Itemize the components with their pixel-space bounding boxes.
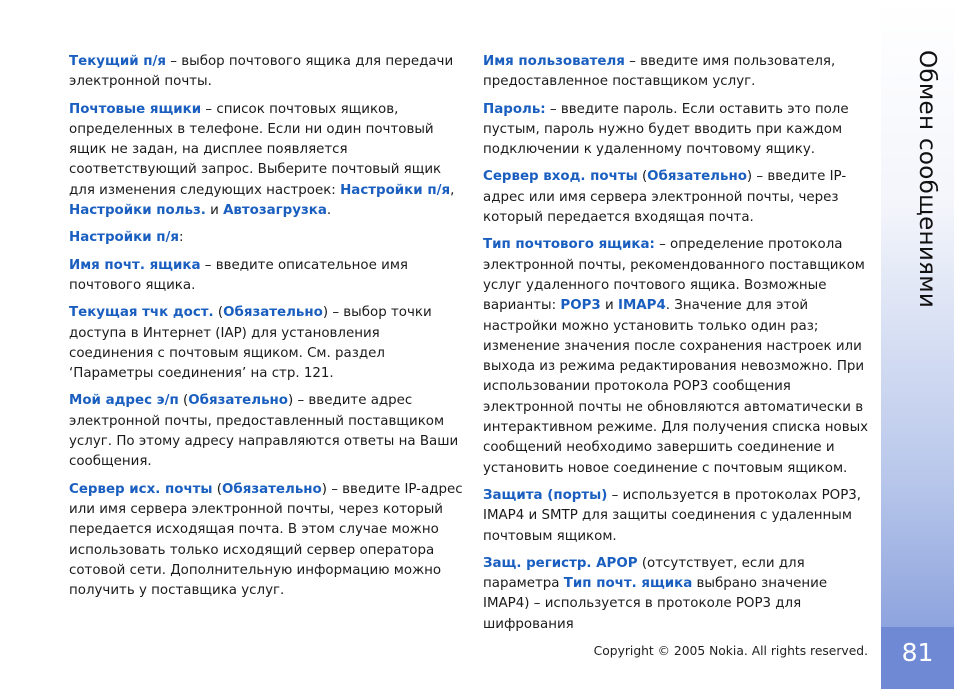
setting-name: Имя почт. ящика	[69, 257, 201, 273]
left-column	[69, 52, 464, 608]
paragraph-text: – используется в протоколах POP3, IMAP4 и SMTP для защиты соединения с удаленным почтовым ящиком.	[483, 487, 862, 544]
paragraph-text: ) – введите IP-адрес или имя сервера электронной почты, через который передается входящая почта.	[483, 169, 847, 226]
setting-name: Обязательно	[223, 305, 323, 321]
paragraph	[483, 52, 873, 93]
paragraph-text: .	[326, 203, 332, 219]
setting-name: Пароль:	[483, 101, 546, 117]
setting-name: Почтовые ящики	[69, 101, 202, 117]
paragraph-text: – введите описательное имя почтового ящика.	[69, 257, 408, 293]
paragraph-text: – список почтовых ящиков, определенных в телефоне. Если ни один почтовый ящик не задан, на дисплее появляется соответствующий запрос. Выберите почтовый ящик для изменения следующих настроек:	[69, 101, 442, 198]
paragraph-text: (отсутствует, если для параметра	[483, 555, 805, 592]
paragraph	[483, 486, 873, 547]
paragraph-text: – выбор почтового ящика для передачи электронной почты.	[69, 54, 454, 90]
paragraph-text: ,	[450, 182, 455, 198]
paragraph-text: (	[178, 393, 189, 409]
paragraph-text: и	[600, 298, 618, 314]
setting-name: Сервер исх. почты	[69, 481, 213, 497]
paragraph	[69, 391, 464, 472]
paragraph-text: – введите пароль. Если оставить это поле пустым, пароль нужно будет вводить при каждом подключении к удаленному почтовому ящику.	[483, 101, 849, 158]
setting-name: Автозагрузка	[223, 203, 327, 219]
paragraph-text: ) – введите IP-адрес или имя сервера электронной почты, через который передается исходящая почта. В этом случае можно использовать только исходящий сервер оператора сотовой сети. Дополнительную информацию можно получить у поставщика услуг.	[69, 481, 463, 599]
setting-name: Защита (порты)	[483, 487, 608, 503]
paragraph-text: – определение протокола электронной почты, рекомендованного поставщиком услуг удаленного почтового ящика. Возможные варианты:	[483, 237, 865, 314]
setting-name: Обязательно	[647, 169, 747, 185]
setting-name: Настройки п/я	[340, 182, 451, 198]
paragraph-text: (	[212, 481, 223, 497]
paragraph-text: выбрано значение IMAP4) – используется в протоколе POP3 для шифрования	[483, 576, 828, 632]
paragraph	[69, 303, 464, 384]
setting-name: Мой адрес э/п	[69, 393, 179, 409]
paragraph	[69, 52, 464, 93]
paragraph	[483, 167, 873, 228]
paragraph-text: ) – введите адрес электронной почты, предоставленный поставщиком услуг. По этому адресу направляются ответы на Ваши сообщения.	[69, 393, 459, 470]
paragraph-text: . Значение для этой настройки можно установить только один раз; изменение значения после сохранения настроек или выхода из режима редактирования невозможно. При использовании протокола POP3 сообщения электронной почты не обновляются автоматически в интерактивном режиме. Для получения списка новых сообщений необходимо завершить соединение и установить новое соединение с почтовым ящиком.	[483, 298, 869, 476]
setting-name: Сервер вход. почты	[483, 169, 638, 185]
right-column	[483, 52, 873, 642]
paragraph	[483, 235, 873, 479]
setting-name: Защ. регистр. APOP	[483, 555, 638, 571]
setting-name: POP3	[560, 298, 601, 314]
setting-name: Обязательно	[188, 393, 288, 409]
setting-name: Текущий п/я	[69, 54, 167, 69]
paragraph	[483, 100, 873, 161]
paragraph	[69, 256, 464, 297]
paragraph-text: ) – выбор точки доступа в Интернет (IAP) для установления соединения с почтовым ящиком. См. раздел ‘Параметры соединения’ на стр. 121.	[69, 305, 432, 382]
paragraph	[69, 480, 464, 602]
setting-name: Текущая тчк дост.	[69, 305, 214, 321]
setting-name: Имя пользователя	[483, 54, 625, 69]
paragraph-text: и	[205, 203, 224, 219]
paragraph-text: (	[637, 169, 648, 185]
paragraph-text: – введите имя пользователя, предоставленное поставщиком услуг.	[483, 54, 836, 90]
page-number: 81	[901, 638, 934, 667]
setting-name: IMAP4	[617, 298, 666, 314]
paragraph	[69, 100, 464, 222]
setting-name: Тип почт. ящика	[563, 576, 693, 592]
setting-name: Обязательно	[222, 481, 322, 497]
paragraph-text: :	[178, 230, 184, 246]
copyright-notice: Copyright © 2005 Nokia. All rights reserved.	[593, 644, 868, 658]
setting-name: Настройки п/я	[69, 230, 179, 246]
paragraph	[69, 228, 464, 248]
paragraph-text: (	[213, 305, 224, 321]
section-title: Обмен сообщениями	[914, 50, 940, 309]
setting-name: Тип почтового ящика:	[483, 237, 655, 253]
setting-name: Настройки польз.	[69, 203, 206, 219]
paragraph	[483, 554, 873, 635]
